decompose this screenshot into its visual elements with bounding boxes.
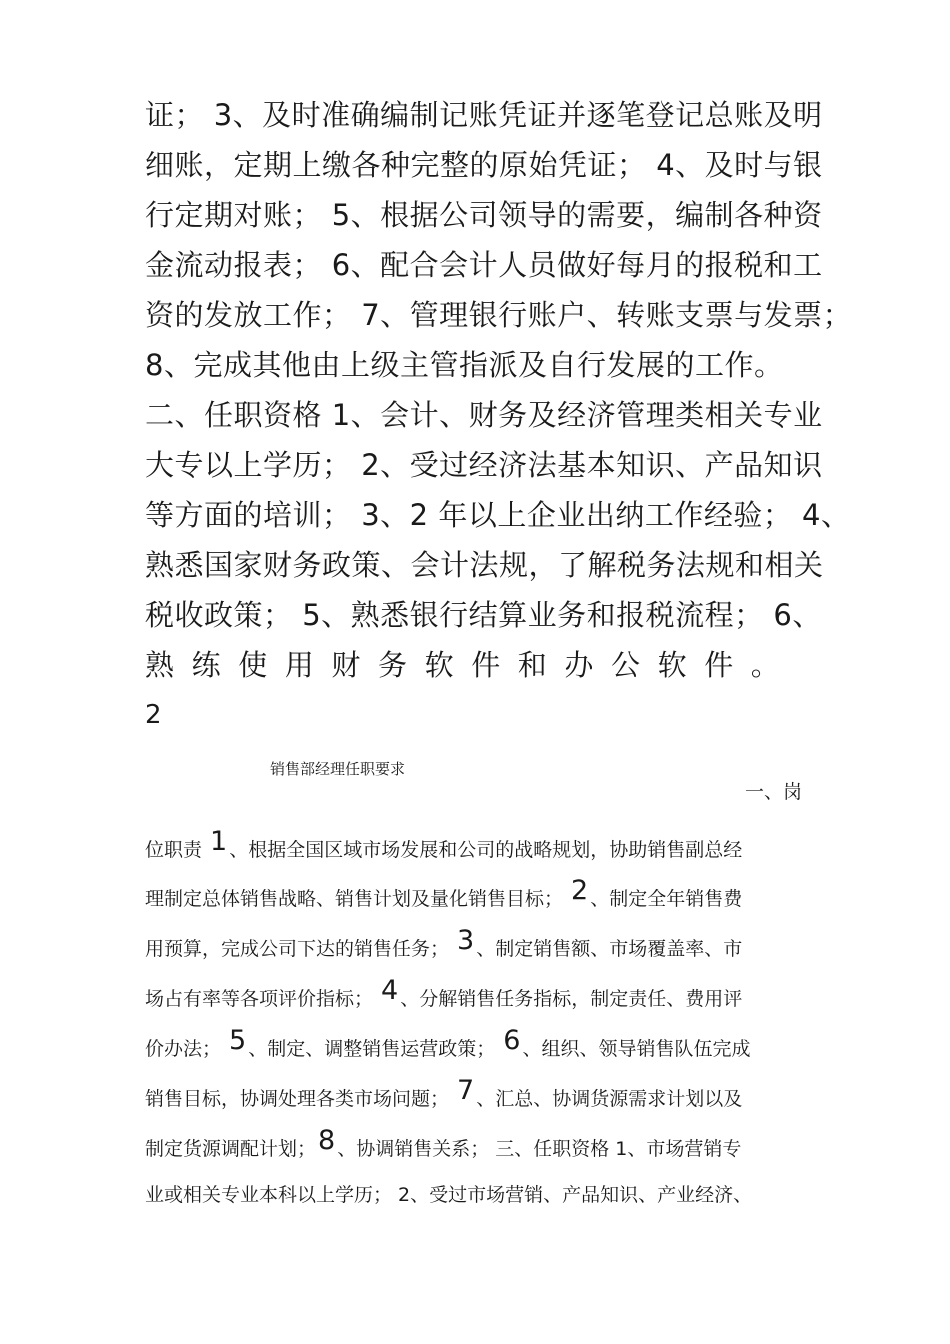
body-text-line: 熟悉国家财务政策、会计法规，了解税务法规和相关 (145, 548, 824, 582)
body-text-line: 8、完成其他由上级主管指派及自行发展的工作。 (145, 348, 784, 382)
line-text: 理制定总体销售战略、销售计划及量化销售目标； (145, 888, 570, 910)
section-title: 销售部经理任职要求 (270, 760, 406, 778)
item-number: 4 (381, 975, 399, 1006)
item-number: 7 (457, 1075, 475, 1106)
body-text-line: 熟练使用财务软件和办公软件。 (145, 648, 798, 682)
body-text-line: 大专以上学历； 2、受过经济法基本知识、产品知识 (145, 448, 823, 482)
duty-line (145, 1075, 743, 1113)
body-text-line: 细账，定期上缴各种完整的原始凭证； 4、及时与银 (145, 148, 823, 182)
body-text-line: 等方面的培训； 3、2 年以上企业出纳工作经验； 4、 (145, 498, 851, 532)
item-number: 2 (571, 875, 589, 906)
duty-line (145, 826, 743, 864)
body-text-line: 证； 3、及时准确编制记账凭证并逐笔登记总账及明 (145, 98, 823, 132)
line-text: 制定货源调配计划； (145, 1138, 317, 1160)
body-text-line: 行定期对账； 5、根据公司领导的需要，编制各种资 (145, 198, 823, 232)
duty-line (145, 1125, 742, 1163)
section-heading-fragment: 一、岗 (744, 781, 802, 803)
line-text: 场占有率等各项评价指标； (145, 988, 380, 1010)
line-text: 位职责 (145, 839, 209, 861)
page-number: 2 (145, 700, 162, 730)
line-text: 、协调销售关系； 三、任职资格 1、市场营销专 (337, 1138, 742, 1160)
body-text-line: 资的发放工作； 7、管理银行账户、转账支票与发票； (145, 298, 853, 332)
line-text: 、分解销售任务指标，制定责任、费用评 (400, 988, 743, 1010)
duty-line (145, 875, 743, 913)
line-text: 、根据全国区域市场发展和公司的战略规划，协助销售副总经 (229, 839, 743, 861)
line-text: 、制定、调整销售运营政策； (248, 1038, 502, 1060)
line-text: 、组织、领导销售队伍完成 (522, 1038, 751, 1060)
duty-line (145, 925, 743, 963)
body-text-line: 金流动报表； 6、配合会计人员做好每月的报税和工 (145, 248, 823, 282)
item-number: 8 (318, 1125, 336, 1156)
body-text-line: 税收政策； 5、熟悉银行结算业务和报税流程； 6、 (145, 598, 822, 632)
item-number: 1 (210, 826, 228, 857)
line-text: 价办法； (145, 1038, 228, 1060)
line-text: 用预算，完成公司下达的销售任务； (145, 938, 456, 960)
duty-line (145, 1181, 752, 1209)
item-number: 5 (229, 1025, 247, 1056)
line-text: 、汇总、协调货源需求计划以及 (476, 1088, 743, 1110)
duty-line (145, 1025, 751, 1063)
line-text: 、制定全年销售费 (590, 888, 743, 910)
item-number: 3 (457, 925, 475, 956)
body-text-line: 二、任职资格 1、会计、财务及经济管理类相关专业 (145, 398, 823, 432)
duty-line (145, 975, 743, 1013)
line-text: 业或相关专业本科以上学历； 2、受过市场营销、产品知识、产业经济、 (145, 1184, 753, 1206)
line-text: 销售目标，协调处理各类市场问题； (145, 1088, 456, 1110)
line-text: 、制定销售额、市场覆盖率、市 (476, 938, 743, 960)
item-number: 6 (503, 1025, 521, 1056)
